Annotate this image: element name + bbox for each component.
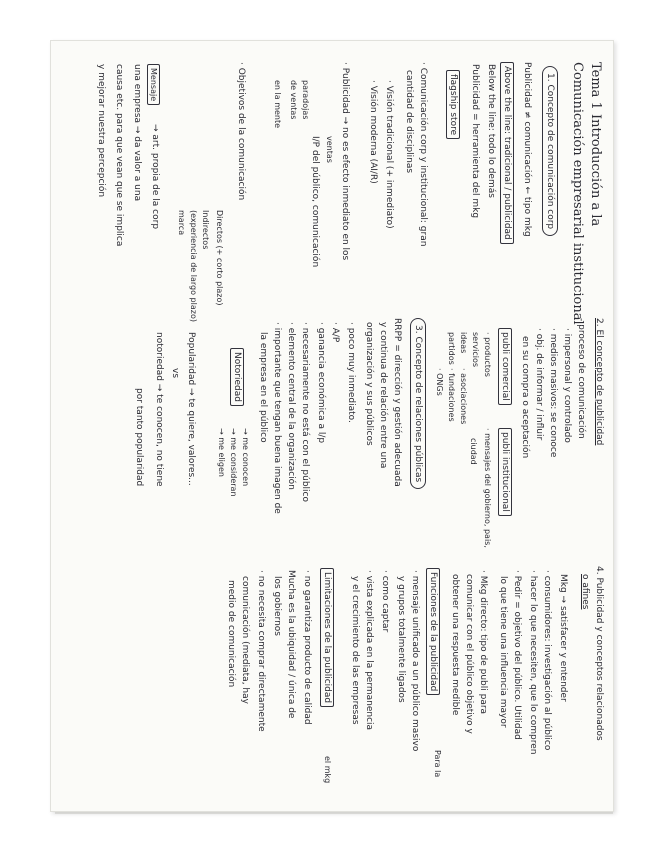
note-line: y el crecimiento de las empresas [350, 576, 360, 725]
notes-column-3 [50, 560, 612, 810]
note-line: · Visión tradicional (+ inmediato) [384, 80, 394, 229]
publi-comercial-box: publi comercial [498, 328, 512, 405]
note-line: - proceso de comunicación [576, 318, 586, 439]
note-line: · no garantiza producto de calidad [302, 570, 312, 725]
note-line: medio de comunicación [226, 580, 236, 688]
note-line: Below the line: todo lo demás [486, 64, 496, 198]
title-line: Comunicación empresarial institucional [570, 62, 585, 325]
note-line: causa etc. para que vean que se implica [114, 64, 124, 247]
note-line: de ventas [289, 80, 298, 120]
note-line: · Objetivos de la comunicación [236, 62, 246, 201]
note-line: por tanto popularidad [134, 388, 144, 487]
note-line: · Comunicación corp y institucional: gran [418, 62, 428, 247]
note-line: marca [177, 210, 186, 236]
note-line: · poco muy inmediato. [346, 322, 356, 423]
note-line: · mensajes del gobierno, pais, [483, 428, 492, 548]
note-line: · fundaciones [447, 368, 456, 422]
note-line: organización y sus públicos [364, 322, 374, 446]
note-line: · asociaciones [459, 368, 468, 425]
note-line: · hacer lo que necesiten, que lo compren [528, 570, 538, 755]
note-line: obtener una respuesta medible [450, 574, 460, 716]
note-line: · importante que tengan buena imagen de [272, 322, 282, 514]
note-line: · medios masivos: se conoce [548, 328, 558, 458]
note-line: Publicidad = herramienta del mkg [470, 64, 480, 219]
note-line: Indirectos [201, 210, 210, 250]
note-line: Above the line: tradicional / publicidad [500, 62, 514, 244]
note-line: el mkg [323, 756, 332, 784]
note-line: en la mente [273, 80, 282, 129]
mensaje-label: Mensaje [147, 64, 160, 105]
limitaciones-box: Limitaciones de la publicidad [320, 568, 334, 707]
note-line: Directos (+ corto plazo) [215, 210, 224, 306]
handwritten-notes [50, 40, 612, 810]
notes-column-1 [50, 40, 612, 325]
note-line: · ONGs [435, 368, 444, 396]
note-line: · obj. de informar / influir [534, 328, 544, 441]
section-heading: 2. El concepto de publicidad [594, 318, 604, 446]
note-line: · vista explicada en la permanencia [364, 570, 374, 731]
note-line: ciudad [469, 438, 478, 465]
section-heading: 4. Publicidad y conceptos relacionados [594, 566, 604, 741]
notoriedad-box: Notoriedad [230, 348, 244, 406]
note-line: · mensaje unificado a un público masivo [410, 570, 420, 752]
note-line: lo que tiene una influencia mayor [498, 576, 508, 728]
note-line: · elemento central de la organización [286, 322, 296, 490]
note-line: · como captar [380, 570, 390, 633]
note-line: · Mkg directo: tipo de publi para [478, 570, 488, 715]
note-line: paradojas [301, 80, 310, 120]
publi-institucional-box: publi institucional [498, 428, 512, 516]
note-line: · impersonal y controlado [562, 328, 572, 443]
note-title [569, 62, 584, 325]
note-line: la empresa en el público [258, 332, 268, 443]
note-line: · Pedir = objetivo del público. Utilidad [512, 570, 522, 740]
note-line: Publicidad ≠ comunicación ← tipo mkg [522, 62, 532, 237]
note-line: y mejorar nuestra percepción [96, 64, 106, 198]
note-line: notoriedad → te conocen, no tiene [154, 332, 164, 487]
note-line: y continua de relación entre una [378, 322, 388, 469]
note-line: → me consideran [229, 428, 238, 497]
note-line: comunicar con el público objetivo y [464, 574, 474, 734]
note-line: y grupos totalmente ligados [396, 576, 406, 703]
note-line: · consumidores: investigación al público [542, 570, 552, 751]
section-heading: 1. Concepto de comunicación corp [542, 66, 558, 236]
note-line: los gobiernos [272, 576, 282, 636]
note-line: Para la [433, 750, 442, 778]
note-line: → art. propia de la corp [150, 124, 160, 230]
notes-column-2 [50, 308, 612, 558]
note-line: una empresa → da valor a una [132, 64, 142, 202]
note-line: en su compra o aceptación [520, 336, 530, 459]
note-line: · A/P [330, 322, 340, 343]
note-line: · productos [483, 332, 492, 377]
note-line: vs [170, 368, 180, 379]
note-line: Mkg → satisfacer y entender [558, 574, 568, 702]
note-line: · no necesita comprar directamente [256, 570, 266, 732]
section-heading: o afines [580, 574, 590, 610]
note-line: partidos [447, 332, 456, 365]
note-line: I/P del público, comunicación [310, 136, 320, 268]
note-line: ideas [459, 332, 468, 354]
note-line: → me eligen [217, 428, 226, 477]
flagship-store-label: flagship store [446, 70, 460, 139]
note-line: · necesariamente no está con el público [300, 322, 310, 503]
note-line: Popularidad → te quiere, valores... [186, 332, 196, 486]
note-line: · Visión moderna (AI/R) [368, 80, 378, 184]
note-line: (experiencia de largo plazo) [189, 210, 198, 322]
note-title [587, 62, 602, 226]
note-line: ventas [325, 136, 334, 163]
note-line: → me conocen [241, 428, 250, 487]
note-line: Mucha es la ubiquidad / única de [286, 570, 296, 719]
section-heading: 3. Concepto de relaciones públicas [410, 318, 426, 489]
funciones-box: Funciones de la publicidad [426, 568, 440, 695]
note-line: comunicación (mediata, hay [240, 576, 250, 704]
note-line: servicios [471, 332, 480, 368]
note-line: RRPP = dirección y gestión adecuada [392, 318, 402, 487]
note-line: · ganancia económica a l/p [316, 322, 326, 444]
title-line: Tema 1 Introducción a la [588, 62, 603, 227]
note-line: · Publicidad → no es efecto inmediato en los [340, 62, 350, 261]
note-line: cantidad de disciplinas [404, 70, 414, 174]
